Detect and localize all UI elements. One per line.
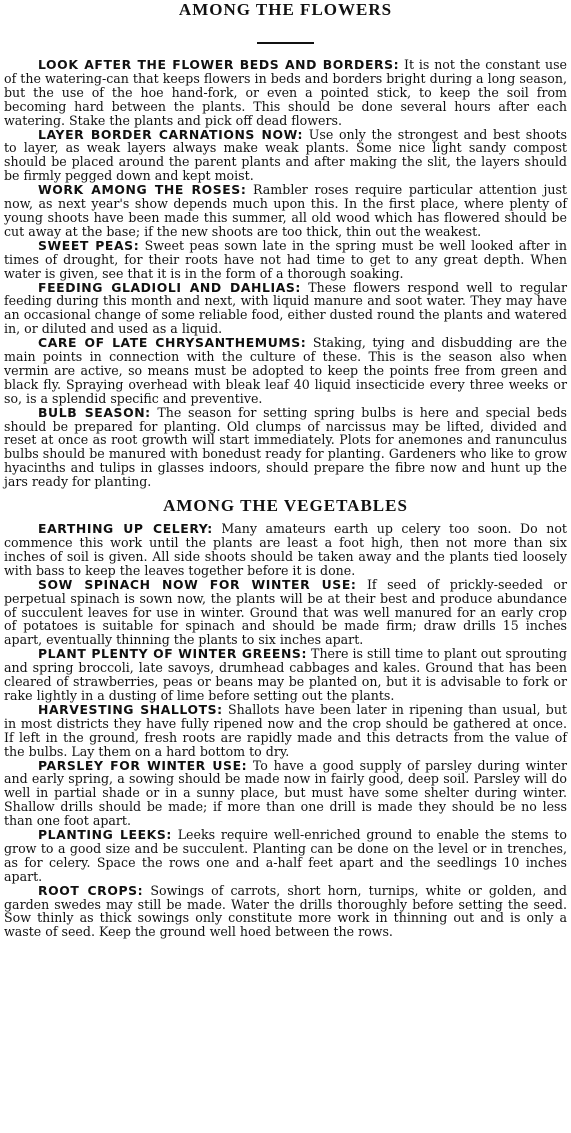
paragraph-text: Sweet peas sown late in the spring must be well looked after in times of drought, for their roots have not had time to get to any great depth. When water is given, see that it is in the form of a thorough soaking. [4, 237, 567, 281]
paragraph-text: Leeks require well-enriched ground to enable the stems to grow to a good size and be succulent. Planting can be done on the level or in trenches, as for celery. Space the rows one and a-half feet apart and the seedlings 10 inches apart. [4, 827, 567, 884]
paragraph-roses [4, 183, 567, 239]
paragraph-heading: LAYER BORDER CARNATIONS NOW: [38, 126, 304, 142]
paragraph-text: Rambler roses require particular attention just now, as next year's show depends much upon this. In the first place, where plenty of young shoots have been made this summer, all old wood which has flowered should be cut away at the base; if the new shoots are too thick, thin out the weakest. [4, 182, 567, 239]
paragraph-text: Use only the strongest and best shoots to layer, as weak layers always make weak plants. Some nice light sandy compost should be placed around the parent plants and after making the slit, the layers should be firmly pegged down and kept moist. [4, 126, 567, 184]
paragraph-text: Many amateurs earth up celery too soon. Do not commence this work until the plants are least a foot high, then not more than six inches of soil is given. All side shoots should be taken away and the plants tied loosely with bass to keep the leaves together before it is done. [4, 521, 567, 578]
paragraph-heading: BULB SEASON: [38, 404, 151, 420]
paragraph-heading: ROOT CROPS: [38, 882, 144, 898]
paragraph-text: These flowers respond well to regular feeding during this month and next, with liquid manure and soot water. They may have an occasional change of some reliable food, either dusted round the plants and watered in, or diluted and used as a liquid. [4, 279, 567, 337]
paragraph-carnations [4, 128, 567, 184]
paragraph-leeks [4, 828, 567, 884]
paragraph-heading: LOOK AFTER THE FLOWER BEDS AND BORDERS: [38, 57, 400, 72]
paragraph-text: If seed of prickly-seeded or perpetual spinach is sown now, the plants will be at their best and produce abundance of succulent leaves for use in winter. Ground that was well manured for an early crop of potatoes is suitable for spinach and should be made firm; draw drills 15 inches apart, eventually thinning the plants to six inches apart. [4, 576, 568, 648]
title-rule [257, 42, 314, 44]
paragraph-heading: HARVESTING SHALLOTS: [38, 701, 223, 717]
paragraph-gladioli-dahlias [4, 281, 567, 337]
paragraph-text: To have a good supply of parsley during winter and early spring, a sowing should be made now in fairly good, deep soil. Parsley will do well in partial shade or in a sunny place, but must have some shelter during winter. Shallow drills should be made; if more than one drill is made they should be no less than one foot apart. [4, 757, 567, 829]
paragraph-text: Sowings of carrots, short horn, turnips, white or golden, and garden swedes may still be made. Water the drills thoroughly before setting the seed. Sow thinly as thick sowings only constitute more work in thinning out and is only a waste of seed. Keep the ground well hoed between the rows. [4, 882, 567, 940]
paragraph-heading: SOW SPINACH NOW FOR WINTER USE: [38, 576, 357, 592]
paragraph-text: There is still time to plant out sprouting and spring broccoli, late savoys, drumhead cabbages and kales. Ground that has been cleared of strawberries, peas or beans may be planted on, but it is advisable to fork or rake lightly in a dusting of lime before setting out the plants. [4, 646, 567, 703]
paragraph-shallots [4, 703, 567, 759]
paragraph-heading: PLANT PLENTY OF WINTER GREENS: [38, 646, 307, 662]
paragraph-spinach [4, 578, 567, 648]
paragraph-winter-greens [4, 647, 567, 703]
section-title-vegetables: AMONG THE VEGETABLES [163, 496, 408, 516]
section-title-flowers: AMONG THE FLOWERS [178, 0, 393, 19]
paragraph-heading: PARSLEY FOR WINTER USE: [38, 757, 248, 773]
paragraph-celery [4, 522, 567, 578]
paragraph-root-crops [4, 884, 567, 940]
paragraph-heading: SWEET PEAS: [38, 237, 140, 253]
paragraph-heading: CARE OF LATE CHRYSANTHEMUMS: [38, 335, 307, 351]
paragraph-sweet-peas [4, 239, 567, 281]
paragraph-text: It is not the constant use of the watering-can that keeps flowers in beds and borders bright during a long season, but the use of the hoe hand-fork, or even a pointed stick, to keep the soil from becoming hard between the plants. This should be done several hours after each watering. Stake the plants and pick off dead flowers. [4, 57, 567, 128]
paragraph-heading: PLANTING LEEKS: [38, 827, 172, 843]
paragraph-heading: FEEDING GLADIOLI AND DAHLIAS: [38, 279, 301, 295]
paragraph-chrysanthemums [4, 336, 567, 406]
paragraph-text: Shallots have been later in ripening than usual, but in most districts they have fully ripened now and the crop should be gathered at once. If left in the ground, fresh roots are rapidly made and this detracts from the value of the bulbs. Lay them on a hard bottom to dry. [4, 701, 567, 759]
paragraph-flower-beds [4, 58, 567, 128]
paragraph-heading: EARTHING UP CELERY: [38, 521, 213, 537]
paragraph-bulb-season [4, 406, 567, 489]
paragraph-text: Staking, tying and disbudding are the main points in connection with the culture of these. This is the season also when vermin are active, so means must be adopted to keep the points free from green and black fly. Spraying overhead with bleak leaf 40 liquid insecticide every three weeks or so, is a splendid specific and preventive. [4, 335, 567, 406]
paragraph-heading: WORK AMONG THE ROSES: [38, 182, 247, 198]
paragraph-text: The season for setting spring bulbs is here and special beds should be prepared for planting. Old clumps of narcissus may be lifted, divided and reset at once as root growth will start immediately. Plots for anemones and ranunculus bulbs should be manured with bonedust ready for planting. Gardeners who like to grow hyacinths and tulips in glasses indoors, should prepare the fibre now and hunt up the jars ready for planting. [4, 404, 568, 490]
paragraph-parsley [4, 759, 567, 829]
